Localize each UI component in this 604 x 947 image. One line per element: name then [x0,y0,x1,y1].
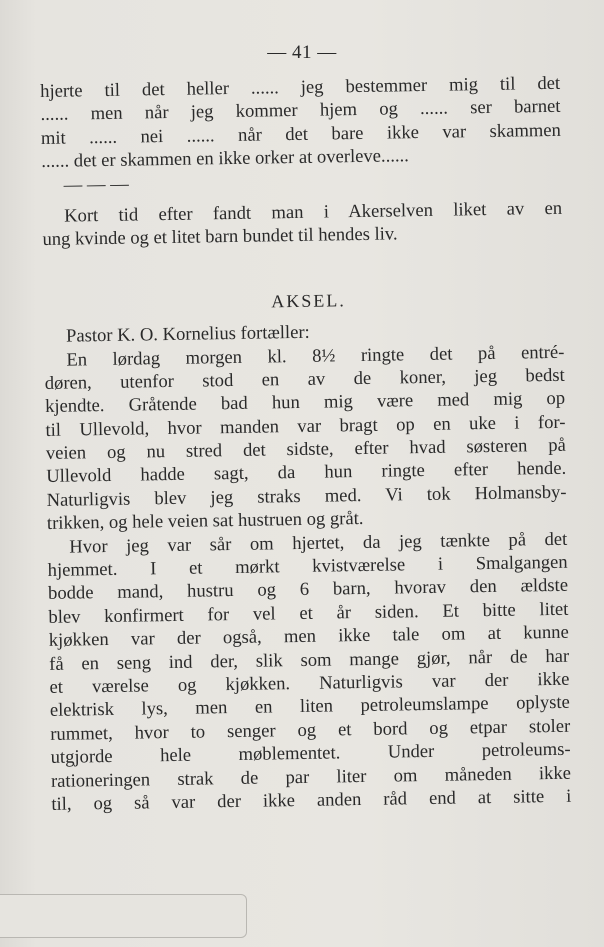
text-line: rummet, hvor to senger og et bord og etpar stoler [50,715,571,745]
text-line: hjemmet. I et mørkt kvistværelse i Smalgangen [47,551,568,581]
text-line: bodde mand, hustru og 6 barn, hvorav den ældste [47,575,569,605]
text-line: veien og nu stred det sidste, efter hvad søsteren på [45,434,566,465]
text-line: kjendte. Gråtende bad hun mig være med mig op [44,388,566,418]
page-number: — 41 — [267,42,337,63]
text-line: Naturligvis blev jeg straks med. Vi tok Holmansby- [46,481,567,511]
chapter-heading: AKSEL. [271,289,346,312]
text-line: utgjorde hele møblementet. Under petroleums- [50,738,571,769]
text-line: til Ullevold, hvor manden var bragt op en uke i for- [45,411,566,441]
text-line: rationeringen strak de par liter om måneden ikke [50,762,572,792]
page-edge-tab [0,894,247,938]
text-line: ...... men når jeg kommer hjem og ...... ser barnet [40,96,561,126]
text-line: døren, utenfor stod en av de koner, jeg bedst [44,364,565,394]
text-line: hjerte til det heller ...... jeg bestemmer mig til det [40,72,561,102]
text-line: ...... det er skammen en ikke orker at overleve...... [41,145,410,173]
section-divider: — — — [63,173,129,196]
text-line: Ullevold hadde sagt, da hun ringte efter hende. [46,458,567,488]
text-line: Hvor jeg var sår om hjertet, da jeg tænkte på det [69,528,568,558]
text-line: mit ...... nei ...... når det bare ikke var skammen [40,119,562,149]
text-line: ung kvinde og et litet barn bundet til hendes liv. [42,223,398,251]
text-line: kjøkken var der også, men ikke tale om at kunne [48,621,569,652]
text-line: trikken, og hele veien sat hustruen og gråt. [46,508,364,535]
body-text [40,72,572,816]
text-line: til, og så var der ikke anden råd end at sitte i [51,785,572,815]
text-line: blev konfirmert for vel et år siden. Et bitte litet [48,598,569,628]
text-line: et værelse og kjøkken. Naturligvis var der ikke [49,668,570,698]
text-line: elektrisk lys, men en liten petroleumslampe oplyste [49,692,571,722]
text-line: En lørdag morgen kl. 8½ ringte det på entré- [66,341,565,371]
text-line: Kort tid efter fandt man i Akerselven liket av en [63,197,563,227]
text-line: Pastor K. O. Kornelius fortæller: [65,321,310,347]
text-line: få en seng ind der, slik som mange gjør, når de har [49,645,570,675]
